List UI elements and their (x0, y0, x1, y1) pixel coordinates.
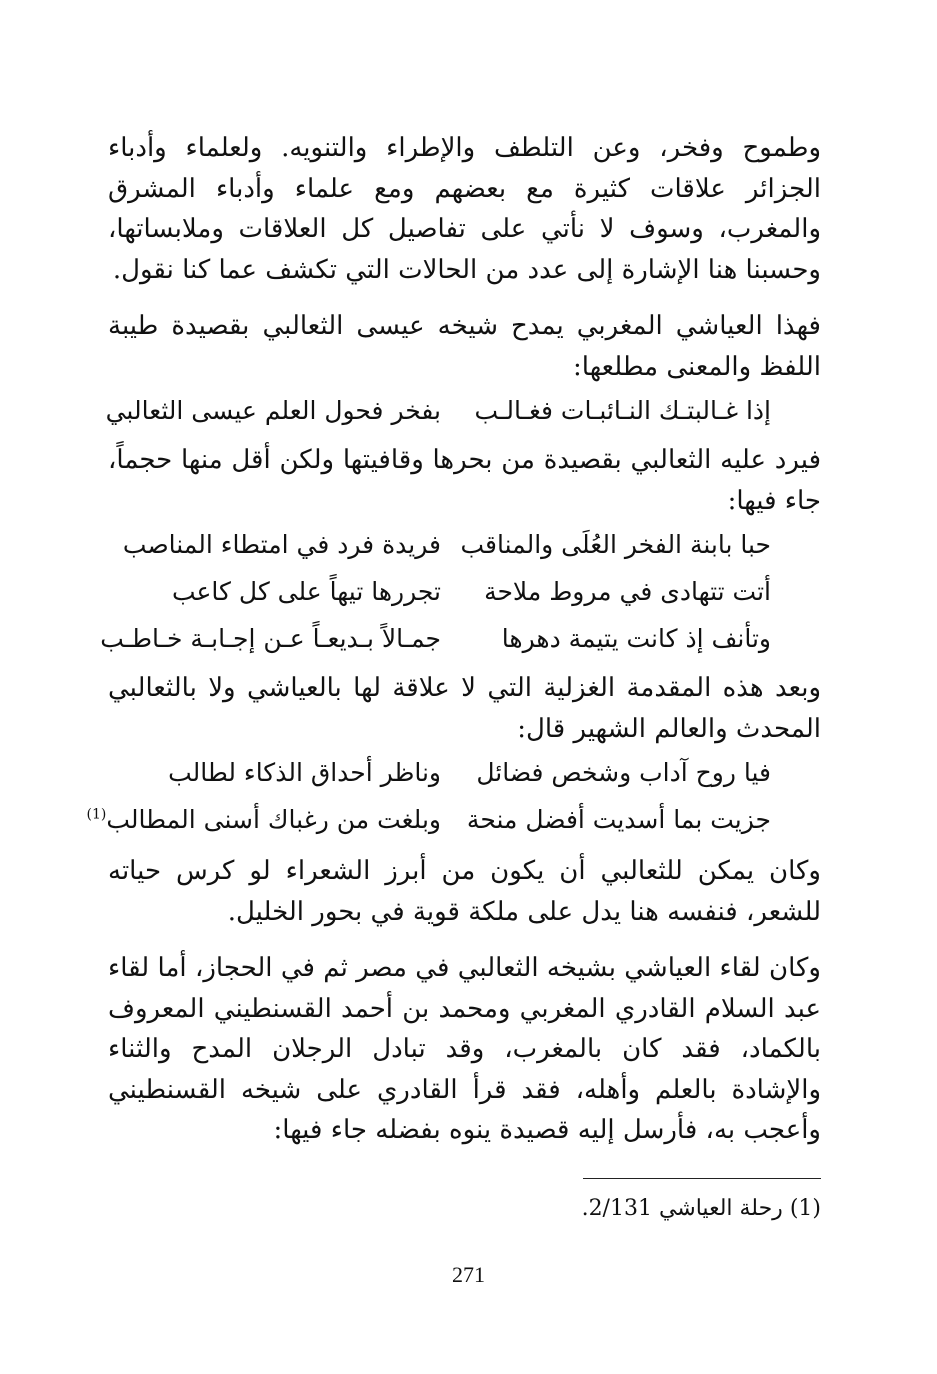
footnote-separator (583, 1178, 821, 1179)
verse-line (108, 521, 821, 568)
paragraph-1: وطموح وفخر، وعن التلطف والإطراء والتنويه. ولعلماء وأدباء الجزائر علاقات كثيرة مع بعضهم ومع علماء وأدباء المشرق والمغرب، وسوف لا نأتي على تفاصيل كل العلاقات وملابساتها، وحسبنا هنا الإشارة إلى عدد من الحالات التي تكشف عما كنا نقول. (108, 133, 821, 285)
verse-line (100, 615, 821, 662)
page-body (86, 128, 821, 1151)
verse-line (86, 796, 821, 843)
footnote-text: رحلة العياشي 2/131. (581, 1196, 783, 1221)
footnote-number: (1) (789, 1196, 821, 1221)
verse-second-hemistich: تجررها تيهاً على كل كاعب (171, 577, 441, 606)
paragraph-4: وبعد هذه المقدمة الغزلية التي لا علاقة لها بالعياشي ولا بالثعالبي المحدث والعالم الشهير قال: (108, 673, 821, 744)
verse-line (108, 568, 821, 615)
paragraph-6: وكان لقاء العياشي بشيخه الثعالبي في مصر ثم في الحجاز، أما لقاء عبد السلام القادري المغربي ومحمد بن أحمد القسنطيني المعروف بالكماد، فقد كان بالمغرب، وقد تبادل الرجلان المدح والثناء والإشادة بالعلم وأهله، فقد قرأ القادري على شيخه القسنطيني وأعجب به، فأرسل إليه قصيدة ينوه بفضله جاء فيها: (108, 953, 821, 1145)
verse-second-hemistich (86, 796, 441, 843)
verse-first-hemistich: وتأنف إذ كانت يتيمة دهرها (501, 624, 771, 653)
footnote-reference: (1) (86, 806, 107, 823)
verse-text: وبلغت من رغباك أسنى المطالب (106, 805, 441, 834)
verse-second-hemistich: وناظر أحداق الذكاء لطالب (168, 758, 441, 787)
verse-first-hemistich: جزيت بما أسديت أفضل منحة (466, 805, 771, 834)
footnote (582, 1194, 821, 1224)
verse-second-hemistich: بفخر فحول العلم عيسى الثعالبي (105, 396, 441, 425)
paragraph-3: فيرد عليه الثعالبي بقصيدة من بحرها وقافيتها ولكن أقل منها حجماً، جاء فيها: (108, 445, 821, 516)
verse-first-hemistich: إذا غـالبتـك النـائبـات فغـالـب (474, 396, 771, 425)
verse-line (108, 749, 821, 796)
verse-line (105, 387, 821, 434)
verse-first-hemistich: حبا بابنة الفخر العُلَى والمناقب (460, 530, 771, 559)
verse-second-hemistich: فريدة فرد في امتطاء المناصب (122, 530, 441, 559)
page-number: 271 (452, 1262, 485, 1287)
paragraph-5: وكان يمكن للثعالبي أن يكون من أبرز الشعراء لو كرس حياته للشعر، فنفسه هنا يدل على ملكة قوية في بحور الخليل. (108, 856, 821, 927)
verse-first-hemistich: فيا روح آداب وشخص فضائل (476, 758, 771, 787)
verse-first-hemistich: أتت تتهادى في مروط ملاحة (484, 577, 771, 606)
verse-second-hemistich: جمـالاً بـديعـاً عـن إجـابـة خـاطـب (100, 624, 441, 653)
paragraph-2: فهذا العياشي المغربي يمدح شيخه عيسى الثعالبي بقصيدة طيبة اللفظ والمعنى مطلعها: (108, 311, 821, 382)
